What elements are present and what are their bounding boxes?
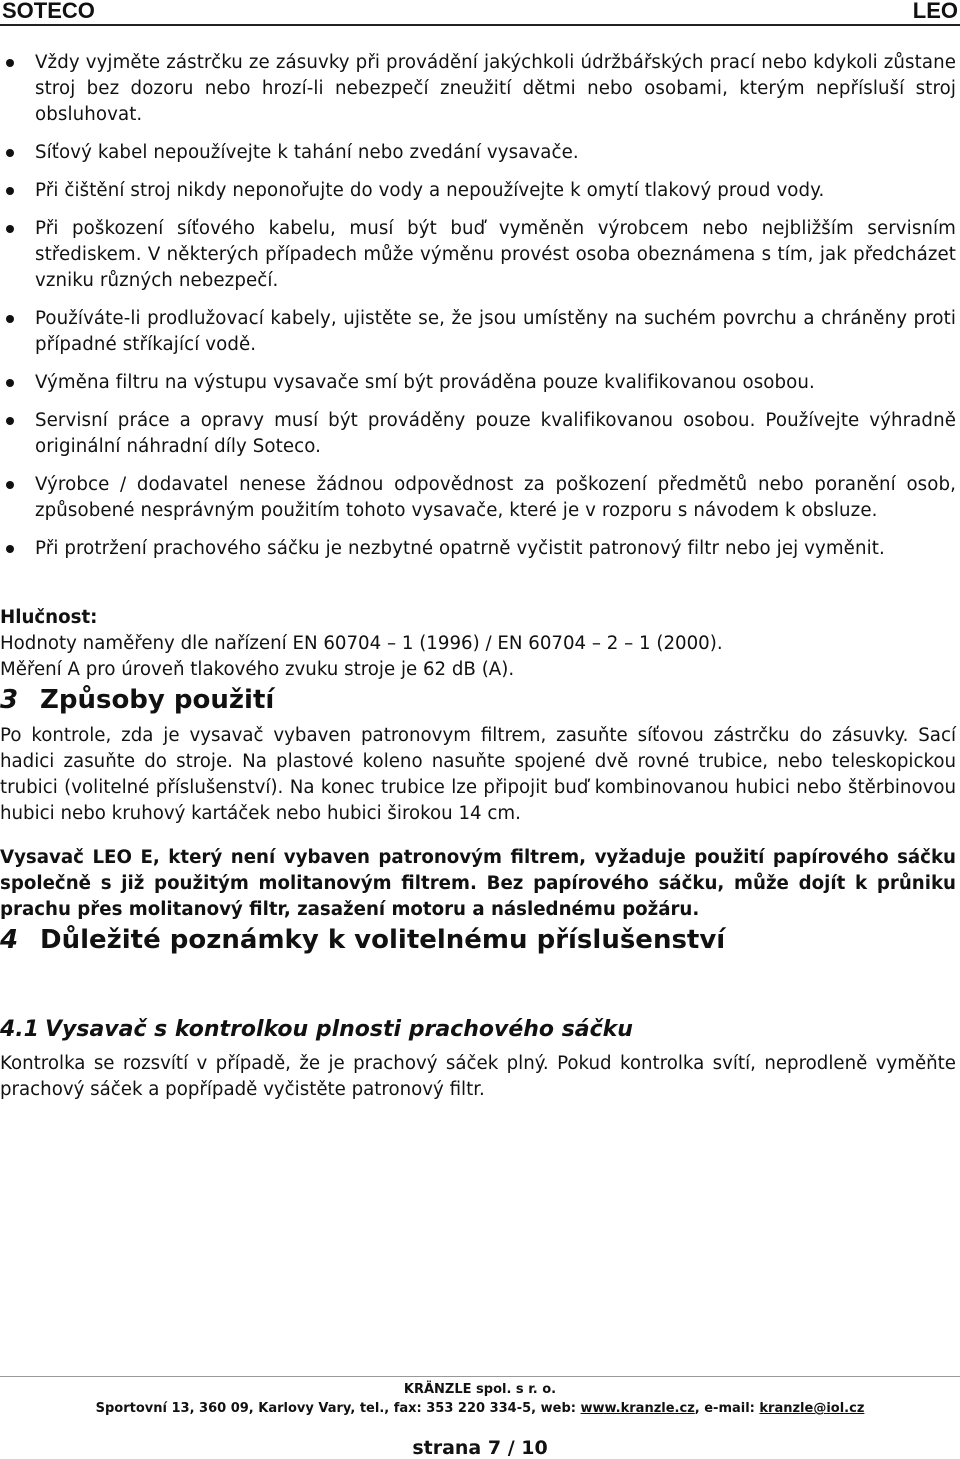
- section-title: Důležité poznámky k volitelnému příslušenství: [40, 925, 726, 955]
- section-4-1-paragraph: Kontrolka se rozsvítí v případě, že je prachový sáček plný. Pokud kontrolka svítí, neprodleně vyměňte prachový sáček a popřípadě vyčistěte patronový filtr.: [0, 1053, 956, 1100]
- section-3-paragraph-2: Vysavač LEO E, který není vybaven patronovým filtrem, vyžaduje použití papírového sáčku společně s již použitým molitanovým filtrem. Bez papírového sáčku, může dojít k průniku prachu přes molitanový filtr, zasažení motoru a následnému požáru.: [0, 847, 956, 920]
- noise-title: Hlučnost:: [0, 607, 98, 628]
- list-item: Vždy vyjměte zástrčku ze zásuvky při provádění jakýchkoli údržbářských prací nebo kdykoli zůstane stroj bez dozoru nebo hrozí-li nebezpečí zneužití dětmi nebo osobami, kterým nepřísluší stroj obsluhovat.: [0, 50, 956, 128]
- section-number: 4: [0, 925, 19, 955]
- bullet-icon: [6, 149, 14, 157]
- section-3-heading: [0, 683, 956, 717]
- noise-line-2: Měření A pro úroveň tlakového zvuku stroje je 62 dB (A).: [0, 659, 515, 680]
- bullet-icon: [6, 417, 14, 425]
- noise-section: [0, 605, 956, 683]
- page-content: [0, 50, 956, 1103]
- list-item: Servisní práce a opravy musí být prováděny pouze kvalifikovanou osobou. Používejte výhradně originální náhradní díly Soteco.: [0, 408, 956, 460]
- list-item: Při protržení prachového sáčku je nezbytné opatrně vyčistit patronový filtr nebo jej vyměnit.: [0, 536, 956, 562]
- header-model: LEO: [912, 0, 958, 23]
- subsection-title: Vysavač s kontrolkou plnosti prachového sáčku: [44, 1017, 633, 1042]
- page-footer: [0, 1376, 960, 1459]
- section-number: 3: [0, 685, 19, 715]
- bullet-icon: [6, 59, 14, 67]
- list-item: Používáte-li prodlužovací kabely, ujistěte se, že jsou umístěny na suchém povrchu a chráněny proti případné stříkající vodě.: [0, 306, 956, 358]
- page-number: strana 7 / 10: [412, 1437, 548, 1459]
- page-header: [0, 0, 960, 26]
- safety-bullet-list: [0, 50, 956, 562]
- bullet-icon: [6, 481, 14, 489]
- bullet-icon: [6, 187, 14, 195]
- noise-line-1: Hodnoty naměřeny dle nařízení EN 60704 – 1 (1996) / EN 60704 – 2 – 1 (2000).: [0, 633, 723, 654]
- header-brand: SOTECO: [2, 0, 95, 23]
- list-item: Při poškození síťového kabelu, musí být buď vyměněn výrobcem nebo nejbližším servisním střediskem. V některých případech může výměnu provést osoba obeznámena s tím, jak předcházet vzniku různých nebezpečí.: [0, 216, 956, 294]
- bullet-icon: [6, 545, 14, 553]
- footer-address: Sportovní 13, 360 09, Karlovy Vary, tel., fax: 353 220 334-5, web: www.kranzle.cz, e-mail: kranzle@iol.cz: [95, 1401, 865, 1416]
- bullet-icon: [6, 225, 14, 233]
- bullet-icon: [6, 379, 14, 387]
- list-item: Při čištění stroj nikdy neponořujte do vody a nepoužívejte k omytí tlakový proud vody.: [0, 178, 956, 204]
- section-3-paragraph-1: Po kontrole, zda je vysavač vybaven patronovym filtrem, zasuňte síťovou zástrčku do zásuvky. Sací hadici zasuňte do stroje. Na plastové koleno nasuňte spojené dvě rovné trubice, nebo teleskopickou trubici (volitelné příslušenství). Na konec trubice lze připojit buď kombinovanou hubici nebo štěrbinovou hubici nebo kruhový kartáček nebo hubici širokou 14 cm.: [0, 725, 956, 824]
- section-title: Způsoby použití: [40, 685, 275, 715]
- section-4-heading: [0, 923, 956, 957]
- section-4-1-heading: [0, 1015, 956, 1045]
- list-item: Výrobce / dodavatel nenese žádnou odpovědnost za poškození předmětů nebo poranění osob, způsobené nesprávným použitím tohoto vysavače, které je v rozporu s návodem k obsluze.: [0, 472, 956, 524]
- list-item: Síťový kabel nepoužívejte k tahání nebo zvedání vysavače.: [0, 140, 956, 166]
- footer-company: KRÄNZLE spol. s r. o.: [403, 1382, 557, 1397]
- list-item: Výměna filtru na výstupu vysavače smí být prováděna pouze kvalifikovanou osobou.: [0, 370, 956, 396]
- footer-web-link[interactable]: www.kranzle.cz: [580, 1401, 695, 1416]
- bullet-icon: [6, 315, 14, 323]
- subsection-number: 4.1: [0, 1017, 39, 1042]
- footer-email-link[interactable]: kranzle@iol.cz: [759, 1401, 865, 1416]
